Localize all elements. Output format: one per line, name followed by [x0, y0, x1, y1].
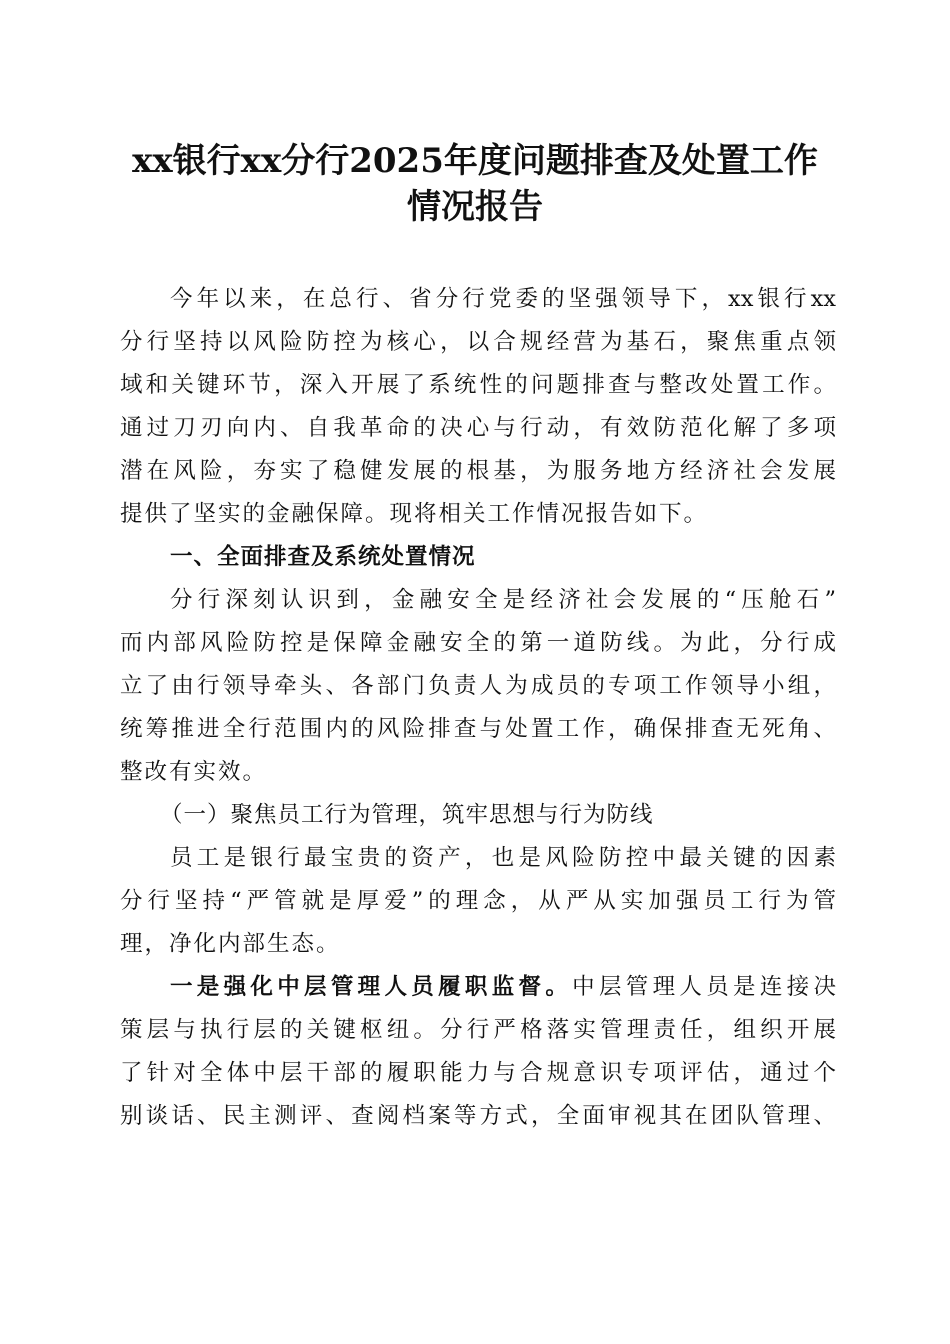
- subsection1-line: 员工是银行最宝贵的资产，也是风险防控中最关键的因素: [170, 845, 836, 871]
- point1-first-rest: 中层管理人员是连接决: [572, 974, 836, 1000]
- point1-line: 别谈话、民主测评、查阅档案等方式，全面审视其在团队管理、: [120, 1103, 836, 1129]
- subsection1-line: 理，净化内部生态。: [120, 931, 341, 957]
- section1-line: 立了由行领导牵头、各部门负责人为成员的专项工作领导小组，: [120, 673, 836, 699]
- subsection-heading: （一）聚焦员工行为管理，筑牢思想与行为防线: [160, 802, 654, 828]
- subsection1-line: 分行坚持“严管就是厚爱”的理念，从严从实加强员工行为管: [120, 888, 836, 914]
- intro-line: 潜在风险，夯实了稳健发展的根基，为服务地方经济社会发展: [120, 458, 836, 484]
- document-title-line-1: xx银行xx分行2025年度问题排查及处置工作: [132, 141, 818, 181]
- section1-line: 整改有实效。: [120, 759, 268, 785]
- intro-line: 域和关键环节，深入开展了系统性的问题排查与整改处置工作。: [120, 372, 836, 398]
- intro-line: 提供了坚实的金融保障。现将相关工作情况报告如下。: [120, 501, 709, 527]
- intro-line: 通过刀刃向内、自我革命的决心与行动，有效防范化解了多项: [120, 415, 836, 441]
- section1-line: 分行深刻认识到，金融安全是经济社会发展的“压舱石”: [170, 587, 836, 613]
- document-title-line-2: 情况报告: [407, 187, 543, 227]
- section1-line: 而内部风险防控是保障金融安全的第一道防线。为此，分行成: [120, 630, 836, 656]
- point1-line: 策层与执行层的关键枢纽。分行严格落实管理责任，组织开展: [120, 1017, 836, 1043]
- point1-first-line: [170, 972, 836, 1002]
- point1-lead: 一是强化中层管理人员履职监督。: [170, 974, 573, 1000]
- intro-line: 今年以来，在总行、省分行党委的坚强领导下，xx银行xx: [170, 286, 836, 312]
- section-heading: 一、全面排查及系统处置情况: [170, 544, 476, 570]
- point1-line: 了针对全体中层干部的履职能力与合规意识专项评估，通过个: [120, 1060, 836, 1086]
- intro-line: 分行坚持以风险防控为核心，以合规经营为基石，聚焦重点领: [120, 329, 836, 355]
- section1-line: 统筹推进全行范围内的风险排查与处置工作，确保排查无死角、: [120, 716, 836, 742]
